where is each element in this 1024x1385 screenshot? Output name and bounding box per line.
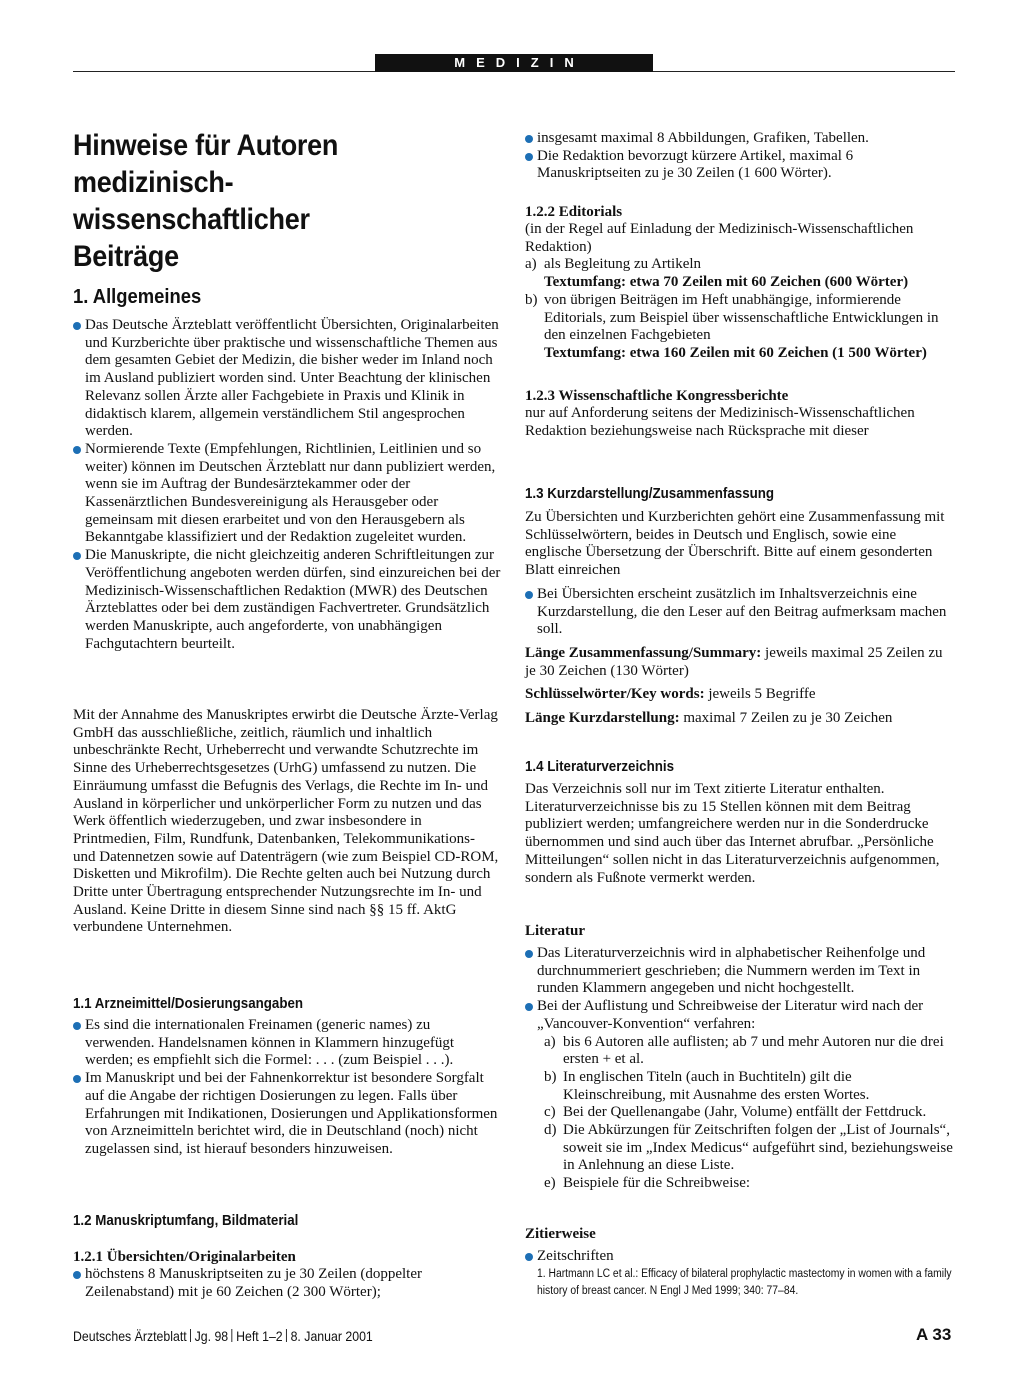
heading-literatur: Literatur: [525, 923, 585, 939]
footer-citation: [73, 1327, 373, 1345]
allgemeines-bullets: [73, 317, 505, 653]
kurzdarstellung-text: Zu Übersichten und Kurzberichten gehört eine Zusammenfassung mit Schlüsselwörtern, beides in Deutsch und Englisch, sowie eine englische Übersetzung der Überschrift. Bitte auf einem gesonderten Blatt einreichen: [525, 509, 945, 579]
literatur-block: [525, 945, 955, 1193]
literatur-item-c: c) Bei der Quellenangabe (Jahr, Volume) entfällt der Fettdruck.: [544, 1104, 927, 1121]
bullet-icon: [525, 591, 533, 599]
list-item: Die Redaktion bevorzugt kürzere Artikel, maximal 6 Manuskriptseiten zu je 30 Zeilen (1 600 Wörter).: [525, 148, 957, 183]
list-item: Im Manuskript und bei der Fahnenkorrektur ist besondere Sorgfalt auf die Angabe der richtigen Dosierungen zu legen. Falls über Erfahrungen mit Indikationen, Dosierungen und Applikationsformen von Arzneimitteln berichtet wird, die in Deutschland (noch) nicht zugelassen sind, ist hierauf besonders hinzuweisen.: [73, 1070, 503, 1159]
bullet-icon: [525, 135, 533, 143]
list-item: Bei Übersichten erscheint zusätzlich im Inhaltsverzeichnis eine Kurzdarstellung, die den Leser auf den Beitrag aufmerksam machen soll.: [525, 586, 953, 639]
list-item: Das Deutsche Ärzteblatt veröffentlicht Übersichten, Originalarbeiten und Kurzberichte über praktische und wissenschaftliche Themen aus dem gesamten Gebiet der Medizin, die bisher weder im Inland noch im Ausland publiziert worden sind. Unter Beachtung der klinischen Relevanz sollen Ärzte aller Fachgebiete in Praxis und Klinik in didaktisch klarem, allgemein verständlichem Stil angesprochen werden.: [73, 317, 505, 441]
footer-separator: [286, 1329, 287, 1342]
bullet-icon: [525, 950, 533, 958]
heading-editorials: 1.2.2 Editorials: [525, 204, 623, 220]
page-number: A 33: [916, 1325, 952, 1344]
kurzdarstellung-block: [525, 509, 953, 728]
literatur-items: [525, 1034, 955, 1193]
footer-date: 8. Januar 2001: [290, 1328, 373, 1344]
list-item: Die Manuskripte, die nicht gleichzeitig anderen Schriftleitungen zur Veröffentlichung angeboten werden dürfen, sind einzureichen bei der Medizinisch-Wissenschaftlichen Redaktion (MWR) des Deutschen Ärzteblattes oder bei dem zuständigen Fachvertreter. Grundsätzlich werden Manuskripte, auch angeforderte, von unabhängigen Fachgutachtern beurteilt.: [73, 547, 505, 653]
bullet-icon: [73, 1075, 81, 1083]
kongressberichte-text: nur auf Anforderung seitens der Medizinisch-Wissenschaftlichen Redaktion beziehungsweise nach Rücksprache mit dieser: [525, 405, 915, 439]
reference-example: 1. Hartmann LC et al.: Efficacy of bilateral prophylactic mastectomy in women with a family history of breast cancer. N Engl J Med 1999; 340: 77–84.: [537, 1268, 952, 1297]
literatur-item-b: b) In englischen Titeln (auch in Buchtiteln) gilt die Kleinschreibung, mit Ausnahme des ersten Wortes.: [544, 1068, 870, 1103]
footer-issue: Heft 1–2: [236, 1328, 283, 1344]
list-item: Das Literaturverzeichnis wird in alphabetischer Reihenfolge und durchnummeriert geschrieben; die Nummern werden im Text in runden Klammern angegeben und nicht hochgestellt.: [525, 945, 955, 998]
rights-paragraph: Mit der Annahme des Manuskriptes erwirbt die Deutsche Ärzte-Verlag GmbH das ausschließliche, zeitlich, räumlich und inhaltlich unbeschränkte Recht, Urheberrecht und verwandte Schutzrechte im Sinne des Urheberrechtsgesetzes (UrhG) umfassend zu nutzen. Die Einräumung umfasst die Befugnis des Verlags, die Rechte im In- und Ausland in körperlicher und unkörperlicher Form zu nutzen und das Werk öffentlich wiederzugeben, und zwar insbesondere in Printmedien, Film, Rundfunk, Datenbanken, Telekommunikations- und Datennetzen sowie auf Datenträgern (wie zum Beispiel CD-ROM, Disketten und Mikrofilm). Die Rechte gelten auch bei Nutzung durch Dritte unter Übertragung entsprechender Nutzungsrechte im In- und Ausland. Keine Dritte in diesem Sinne sind nach §§ 15 ff. AktG verbundene Unternehmen.: [73, 707, 499, 936]
heading-manuskriptumfang: 1.2 Manuskriptumfang, Bildmaterial: [73, 1213, 299, 1229]
bullet-icon: [525, 153, 533, 161]
editorials-item-b: b) von übrigen Beiträgen im Heft unabhängige, informierende Editorials, zum Beispiel über wissenschaftliche Entwicklungen in den einzelnen Fachgebieten Textumfang: etwa 160 Zeilen mit 60 Zeichen (1 500 Wörter): [525, 291, 939, 361]
arzneimittel-block: [73, 1017, 503, 1159]
list-item: höchstens 8 Manuskriptseiten zu je 30 Zeilen (doppelter Zeilenabstand) mit je 60 Zeichen (2 300 Wörter);: [73, 1266, 503, 1301]
editorials-block: [525, 221, 955, 363]
bullet-icon: [73, 446, 81, 454]
footer-volume: Jg. 98: [194, 1328, 229, 1344]
heading-zitierweise: Zitierweise: [525, 1226, 596, 1242]
bullet-icon: [73, 322, 81, 330]
heading-kurzdarstellung: 1.3 Kurzdarstellung/Zusammenfassung: [525, 486, 775, 502]
title-line-1: Hinweise für Autoren: [73, 129, 339, 162]
list-item: Zeitschriften: [525, 1248, 955, 1266]
heading-arzneimittel: 1.1 Arzneimittel/Dosierungsangaben: [73, 996, 304, 1012]
literatur-item-d: d) Die Abkürzungen für Zeitschriften folgen der „List of Journals“, soweit sie im „Index Medicus“ aufgeführt sind, beziehungsweise in Anlehnung an diese Liste.: [544, 1122, 953, 1174]
summary-length: Länge Zusammenfassung/Summary: jeweils maximal 25 Zeilen zu je 30 Zeichen (130 Wörter): [525, 644, 943, 679]
bullet-icon: [73, 1022, 81, 1030]
heading-uebersichten: 1.2.1 Übersichten/Originalarbeiten: [73, 1249, 296, 1265]
heading-allgemeines: 1. Allgemeines: [73, 286, 202, 308]
list-item: Bei der Auflistung und Schreibweise der Literatur wird nach der „Vancouver-Konvention“ verfahren:: [525, 998, 955, 1033]
bullet-icon: [73, 1271, 81, 1279]
bullet-icon: [525, 1003, 533, 1011]
title-line-2: medizinisch-wissenschaftlicher: [73, 166, 310, 236]
section-label: MEDIZIN: [375, 54, 653, 72]
literaturverzeichnis-text: Das Verzeichnis soll nur im Text zitierte Literatur enthalten. Literaturverzeichnisse bis zu 15 Stellen können mit dem Beitrag publiziert werden; umfangreichere werden nur in die Sonderdrucke übernommen und sind auch über das Internet abrufbar. „Persönliche Mitteilungen“ sollen nicht in das Literaturverzeichnis aufgenommen, sondern als Fußnote vermerkt werden.: [525, 781, 940, 886]
title-line-3: Beiträge: [73, 240, 179, 273]
list-item: insgesamt maximal 8 Abbildungen, Grafiken, Tabellen.: [525, 130, 957, 148]
heading-literaturverzeichnis: 1.4 Literaturverzeichnis: [525, 759, 675, 775]
short-length: Länge Kurzdarstellung: maximal 7 Zeilen zu je 30 Zeichen: [525, 710, 893, 727]
editorials-a-extent: Textumfang: etwa 70 Zeilen mit 60 Zeichen (600 Wörter): [544, 274, 909, 291]
editorials-item-a: a) als Begleitung zu Artikeln Textumfang: etwa 70 Zeilen mit 60 Zeichen (600 Wörter): [525, 256, 909, 291]
keywords-length: Schlüsselwörter/Key words: jeweils 5 Begriffe: [525, 686, 816, 703]
allgemeines-block: [73, 317, 505, 653]
list-item: Normierende Texte (Empfehlungen, Richtlinien, Leitlinien und so weiter) können im Deutschen Ärzteblatt nur dann publiziert werden, wenn sie im Auftrag der Bundesärztekammer oder der Kassenärztlichen Bundesvereinigung als Herausgeber oder gemeinsam mit diesen erarbeitet und von den Herausgebern als Bekanntgabe klassifiziert und der Redaktion zugeleitet wurden.: [73, 441, 505, 547]
editorials-intro: (in der Regel auf Einladung der Medizinisch-Wissenschaftlichen Redaktion): [525, 221, 914, 255]
list-item: Es sind die internationalen Freinamen (generic names) zu verwenden. Handelsnamen können in Klammern hinzugefügt werden; es empfiehlt sich die Formel: . . . (zum Beispiel . . .).: [73, 1017, 503, 1070]
arzneimittel-bullets: [73, 1017, 503, 1159]
literatur-item-e: e) Beispiele für die Schreibweise:: [544, 1175, 751, 1192]
footer-journal: Deutsches Ärzteblatt: [73, 1328, 187, 1344]
footer-separator: [232, 1329, 233, 1342]
footer-separator: [190, 1329, 191, 1342]
bullet-icon: [525, 1253, 533, 1261]
editorials-b-extent: Textumfang: etwa 160 Zeilen mit 60 Zeichen (1 500 Wörter): [544, 344, 927, 361]
heading-kongressberichte: 1.2.3 Wissenschaftliche Kongressberichte: [525, 388, 789, 404]
umfang-block-right: [525, 130, 957, 183]
umfang-block-left: [73, 1266, 503, 1301]
literatur-item-a: a) bis 6 Autoren alle auflisten; ab 7 und mehr Autoren nur die drei ersten + et al.: [544, 1033, 944, 1068]
zitierweise-block: [525, 1248, 955, 1266]
bullet-icon: [73, 552, 81, 560]
page-title: [73, 127, 469, 275]
